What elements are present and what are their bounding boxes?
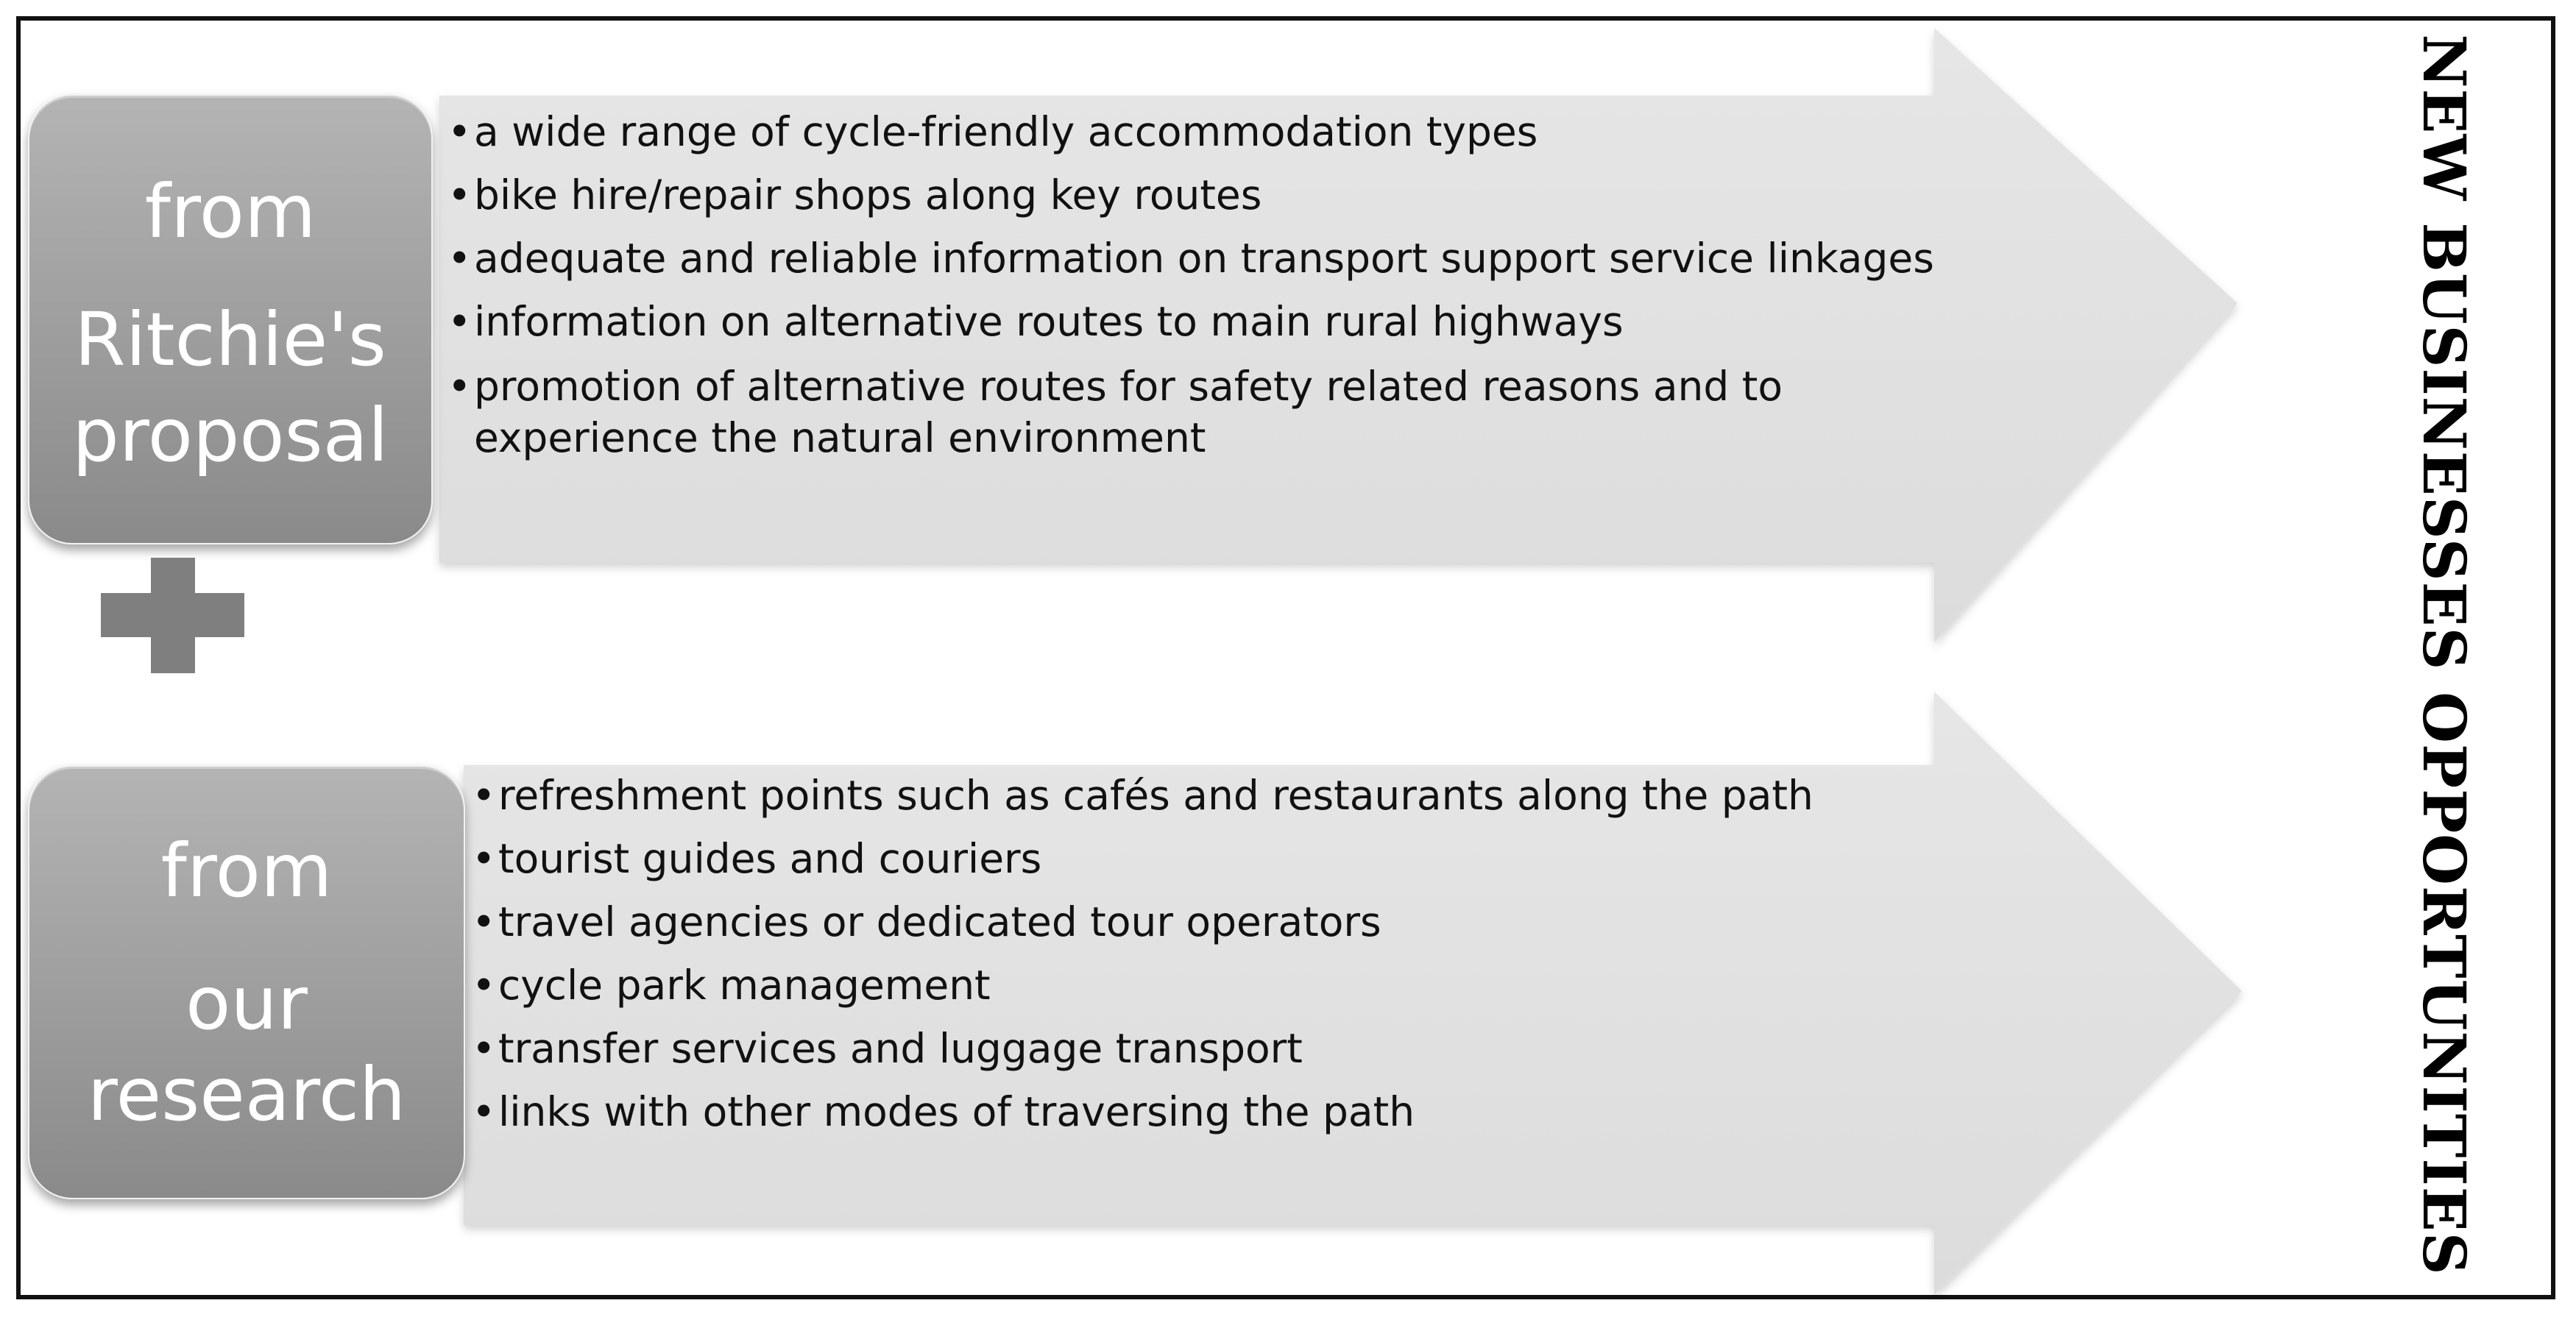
proposal-list — [447, 107, 1956, 478]
plus-icon — [101, 558, 244, 673]
box-line: from — [160, 828, 333, 914]
list-item: • adequate and reliable information on transport support service linkages — [447, 234, 1956, 283]
box-line: Ritchie's — [74, 297, 386, 383]
list-item: • a wide range of cycle-friendly accommodation types — [447, 107, 1956, 156]
research-list — [472, 771, 1981, 1151]
list-item: • cycle park management — [472, 961, 1981, 1009]
list-item: • transfer services and luggage transport — [472, 1024, 1981, 1073]
box-line: from — [144, 168, 316, 255]
side-title-container — [2404, 34, 2485, 1276]
list-item: • links with other modes of traversing the path — [472, 1087, 1981, 1136]
list-item: • travel agencies or dedicated tour operators — [472, 898, 1981, 946]
source-box-ritchie — [28, 94, 433, 544]
list-item: • information on alternative routes to main rural highways — [447, 297, 1956, 346]
box-line: proposal — [72, 392, 389, 478]
side-title: NEW BUSINESSES OPPORTUNITIES — [2410, 34, 2479, 1276]
list-item: • refreshment points such as cafés and restaurants along the path — [472, 771, 1981, 820]
box-line: our — [185, 960, 308, 1046]
list-item: • promotion of alternative routes for safety related reasons and to experience the natural environment — [447, 361, 1858, 464]
source-box-research — [28, 765, 465, 1199]
box-line: research — [87, 1051, 406, 1137]
list-item: • bike hire/repair shops along key routes — [447, 171, 1956, 219]
list-item: • tourist guides and couriers — [472, 834, 1981, 883]
